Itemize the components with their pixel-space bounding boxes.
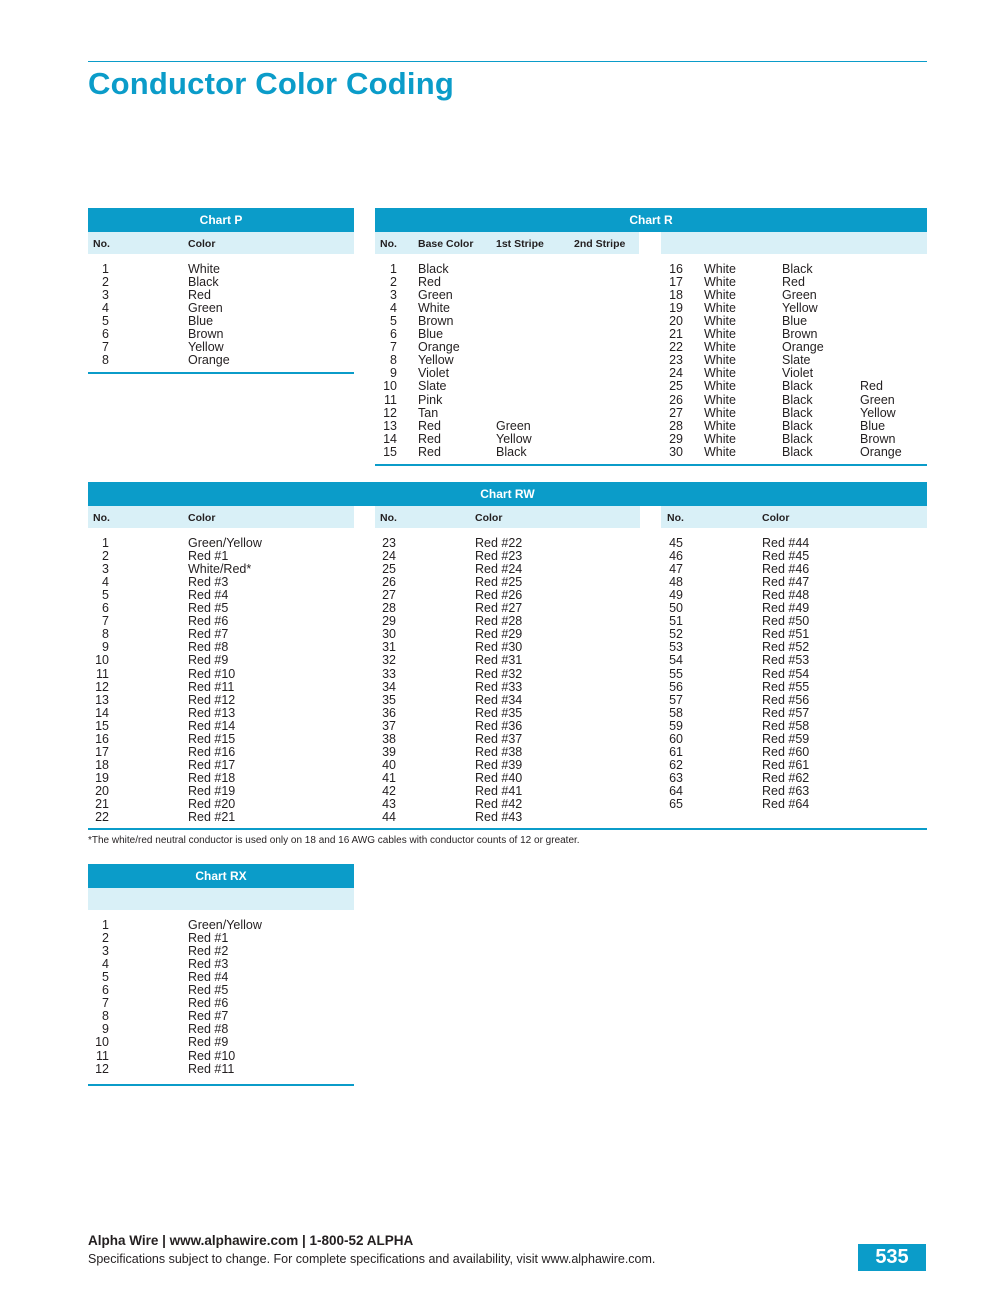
cell-color: White xyxy=(704,275,736,290)
header-1st-stripe: 1st Stripe xyxy=(496,238,544,250)
cell-color: Red #10 xyxy=(188,666,236,681)
cell-color: Red xyxy=(860,379,883,394)
cell-number: 65 xyxy=(669,797,683,811)
cell-color: Red #8 xyxy=(188,640,229,655)
cell-color: Red #27 xyxy=(475,601,523,616)
cell-color: Green xyxy=(860,392,895,407)
cell-color: Orange xyxy=(418,340,460,355)
cell-number: 14 xyxy=(383,431,397,446)
cell-number: 63 xyxy=(669,770,683,785)
cell-color: Red #51 xyxy=(762,627,810,642)
cell-number: 44 xyxy=(382,810,396,825)
cell-number: 61 xyxy=(669,744,683,759)
cell-color: Brown xyxy=(188,327,224,342)
cell-number: 17 xyxy=(669,275,683,290)
cell-number: 31 xyxy=(382,640,396,655)
cell-color: Red #3 xyxy=(188,957,229,972)
cell-number: 6 xyxy=(102,601,109,616)
cell-color: Red #29 xyxy=(475,627,523,642)
cell-color: Red #33 xyxy=(475,679,523,694)
chart-rx-title: Chart RX xyxy=(88,864,354,888)
cell-number: 30 xyxy=(669,444,683,459)
cell-number: 11 xyxy=(384,392,397,407)
cell-color: Red #32 xyxy=(475,666,523,681)
cell-number: 14 xyxy=(95,705,109,720)
cell-color: Blue xyxy=(860,418,886,433)
cell-color: Orange xyxy=(860,444,902,459)
footer-contact: Alpha Wire | www.alphawire.com | 1-800-52 ALPHA xyxy=(88,1233,414,1248)
cell-number: 27 xyxy=(669,405,683,420)
cell-color: Black xyxy=(188,275,219,290)
chart-r-title: Chart R xyxy=(375,208,927,232)
cell-number: 2 xyxy=(102,931,109,946)
cell-number: 5 xyxy=(102,970,109,985)
cell-color: White xyxy=(704,379,736,394)
chart-rw xyxy=(88,482,927,825)
chart-r-header xyxy=(375,232,927,254)
cell-number: 52 xyxy=(669,627,683,642)
header-2nd-stripe: 2nd Stripe xyxy=(574,238,626,250)
cell-number: 13 xyxy=(383,418,397,433)
cell-number: 12 xyxy=(95,1061,109,1076)
cell-color: Red #41 xyxy=(475,783,523,798)
cell-color: Red #63 xyxy=(762,783,810,798)
cell-number: 45 xyxy=(669,536,683,550)
cell-color: Pink xyxy=(418,392,443,407)
cell-number: 3 xyxy=(102,944,109,959)
cell-color: Brown xyxy=(782,327,818,342)
cell-color: Red #34 xyxy=(475,692,523,707)
cell-color: Red #11 xyxy=(188,1061,235,1076)
cell-number: 35 xyxy=(382,692,396,707)
cell-number: 9 xyxy=(102,1022,109,1037)
cell-number: 40 xyxy=(382,757,396,772)
header-color: Color xyxy=(188,238,216,250)
cell-color: Black xyxy=(782,444,813,459)
chart-p-bottom-rule xyxy=(88,372,354,374)
cell-color: Red #53 xyxy=(762,653,810,668)
cell-color: Red #35 xyxy=(475,705,523,720)
cell-number: 39 xyxy=(382,744,396,759)
cell-number: 18 xyxy=(95,757,109,772)
cell-number: 10 xyxy=(95,1035,109,1050)
cell-color: White xyxy=(418,301,450,316)
header-no: No. xyxy=(380,512,397,524)
cell-number: 6 xyxy=(390,327,397,342)
cell-color: Green xyxy=(782,288,817,303)
cell-color: Red #62 xyxy=(762,770,810,785)
cell-number: 25 xyxy=(669,379,683,394)
chart-r xyxy=(375,208,927,459)
cell-color: Slate xyxy=(418,379,447,394)
cell-number: 32 xyxy=(382,653,396,668)
cell-color: Red #40 xyxy=(475,770,523,785)
cell-number: 2 xyxy=(390,275,397,290)
cell-color: Red #50 xyxy=(762,614,810,629)
cell-number: 21 xyxy=(95,797,109,811)
cell-number: 13 xyxy=(95,692,109,707)
cell-color: Red #4 xyxy=(188,588,229,603)
cell-color: Red #10 xyxy=(188,1048,236,1063)
cell-color: Red #38 xyxy=(475,744,523,759)
cell-number: 24 xyxy=(382,549,396,564)
cell-number: 3 xyxy=(102,288,109,303)
header-gap xyxy=(354,506,375,528)
cell-color: White xyxy=(704,392,736,407)
cell-number: 5 xyxy=(102,588,109,603)
cell-color: Red #15 xyxy=(188,731,236,746)
cell-color: Red #17 xyxy=(188,757,236,772)
cell-number: 26 xyxy=(382,575,396,590)
cell-color: Brown xyxy=(860,431,896,446)
cell-color: Red #19 xyxy=(188,783,236,798)
cell-color: Red #64 xyxy=(762,797,810,811)
cell-number: 3 xyxy=(390,288,397,303)
cell-color: Yellow xyxy=(418,353,454,368)
cell-color: Red #56 xyxy=(762,692,810,707)
cell-number: 60 xyxy=(669,731,683,746)
cell-color: Red #59 xyxy=(762,731,810,746)
cell-number: 25 xyxy=(382,562,396,577)
cell-color: Red #46 xyxy=(762,562,810,577)
cell-number: 26 xyxy=(669,392,683,407)
cell-color: Red #55 xyxy=(762,679,810,694)
header-color: Color xyxy=(762,512,790,524)
cell-color: Red #13 xyxy=(188,705,236,720)
footer-disclaimer: Specifications subject to change. For complete specifications and availability, visit www.alphawire.com. xyxy=(88,1252,656,1266)
cell-number: 1 xyxy=(102,918,109,932)
cell-color: White xyxy=(704,327,736,342)
cell-color: Red #61 xyxy=(762,757,810,772)
cell-number: 4 xyxy=(102,301,109,316)
cell-number: 46 xyxy=(669,549,683,564)
cell-color: Red #43 xyxy=(475,810,523,825)
cell-color: Green/Yellow xyxy=(188,918,262,932)
cell-color: White xyxy=(704,340,736,355)
cell-color: Red #24 xyxy=(475,562,523,577)
cell-color: Red #31 xyxy=(475,653,523,668)
cell-color: Red #6 xyxy=(188,996,229,1011)
cell-number: 8 xyxy=(102,1009,109,1024)
cell-number: 11 xyxy=(96,666,109,681)
cell-color: Red #47 xyxy=(762,575,810,590)
chart-rx xyxy=(88,864,354,1076)
cell-number: 22 xyxy=(669,340,683,355)
cell-color: Red #4 xyxy=(188,970,229,985)
cell-number: 4 xyxy=(102,575,109,590)
cell-color: Red #28 xyxy=(475,614,523,629)
cell-color: Red #52 xyxy=(762,640,810,655)
cell-number: 12 xyxy=(383,405,397,420)
cell-color: Red #21 xyxy=(188,810,236,825)
cell-color: Black xyxy=(782,379,813,394)
cell-number: 7 xyxy=(102,614,109,629)
cell-color: Black xyxy=(782,418,813,433)
cell-number: 41 xyxy=(382,770,396,785)
page-title: Conductor Color Coding xyxy=(88,66,455,101)
cell-color: Blue xyxy=(418,327,444,342)
cell-color: Red #1 xyxy=(188,931,229,946)
cell-number: 20 xyxy=(669,314,683,329)
cell-color: Red #16 xyxy=(188,744,236,759)
cell-color: Red xyxy=(418,431,441,446)
cell-color: White xyxy=(704,301,736,316)
cell-color: Red #39 xyxy=(475,757,523,772)
cell-color: Orange xyxy=(188,353,230,368)
cell-color: Black xyxy=(782,431,813,446)
cell-color: Red #49 xyxy=(762,601,810,616)
chart-p xyxy=(88,208,354,368)
cell-color: White xyxy=(704,444,736,459)
cell-color: Red #25 xyxy=(475,575,523,590)
cell-number: 58 xyxy=(669,705,683,720)
cell-number: 29 xyxy=(382,614,396,629)
cell-number: 42 xyxy=(382,783,396,798)
cell-number: 1 xyxy=(102,262,109,276)
cell-color: Red #60 xyxy=(762,744,810,759)
chart-p-header xyxy=(88,232,354,254)
cell-number: 1 xyxy=(390,262,397,276)
cell-number: 57 xyxy=(669,692,683,707)
cell-number: 6 xyxy=(102,983,109,998)
cell-number: 56 xyxy=(669,679,683,694)
cell-color: White xyxy=(704,314,736,329)
cell-color: Yellow xyxy=(782,301,818,316)
cell-number: 10 xyxy=(383,379,397,394)
cell-color: Red #26 xyxy=(475,588,523,603)
cell-color: Red #37 xyxy=(475,731,523,746)
cell-color: Yellow xyxy=(188,340,224,355)
cell-number: 47 xyxy=(669,562,683,577)
cell-color: White xyxy=(704,353,736,368)
cell-color: Red #20 xyxy=(188,797,236,811)
cell-color: Red #58 xyxy=(762,718,810,733)
cell-color: White xyxy=(704,418,736,433)
cell-color: White xyxy=(188,262,220,276)
cell-color: Red #45 xyxy=(762,549,810,564)
cell-color: Blue xyxy=(188,314,214,329)
cell-number: 53 xyxy=(669,640,683,655)
cell-color: Violet xyxy=(782,366,814,381)
chart-rx-bottom-rule xyxy=(88,1084,354,1086)
cell-color: Red #57 xyxy=(762,705,810,720)
chart-rw-title: Chart RW xyxy=(88,482,927,506)
cell-number: 4 xyxy=(390,301,397,316)
cell-number: 54 xyxy=(669,653,683,668)
footnote: *The white/red neutral conductor is used only on 18 and 16 AWG cables with conductor counts of 12 or greater. xyxy=(88,835,580,846)
chart-r-bottom-rule xyxy=(375,464,927,466)
cell-color: Red #36 xyxy=(475,718,523,733)
cell-number: 2 xyxy=(102,549,109,564)
cell-number: 36 xyxy=(382,705,396,720)
cell-color: Red #18 xyxy=(188,770,236,785)
cell-color: Black xyxy=(418,262,449,276)
cell-color: Brown xyxy=(418,314,454,329)
cell-color: Red xyxy=(418,418,441,433)
cell-color: Red #8 xyxy=(188,1022,229,1037)
cell-number: 51 xyxy=(669,614,683,629)
cell-number: 16 xyxy=(95,731,109,746)
cell-number: 7 xyxy=(102,340,109,355)
cell-number: 2 xyxy=(102,275,109,290)
page-number: 535 xyxy=(858,1244,926,1271)
cell-color: Red #42 xyxy=(475,797,523,811)
cell-color: Red xyxy=(782,275,805,290)
cell-number: 9 xyxy=(390,366,397,381)
cell-color: Red #2 xyxy=(188,944,229,959)
cell-number: 59 xyxy=(669,718,683,733)
cell-color: White xyxy=(704,405,736,420)
header-gap xyxy=(639,232,661,254)
cell-color: Red #7 xyxy=(188,627,229,642)
cell-color: Red #54 xyxy=(762,666,810,681)
cell-number: 33 xyxy=(382,666,396,681)
cell-number: 21 xyxy=(669,327,683,342)
cell-number: 11 xyxy=(96,1048,109,1063)
cell-number: 48 xyxy=(669,575,683,590)
cell-number: 15 xyxy=(383,444,397,459)
cell-color: Red #5 xyxy=(188,601,229,616)
cell-color: Red xyxy=(418,275,441,290)
chart-rw-bottom-rule xyxy=(88,828,927,830)
cell-color: Red #7 xyxy=(188,1009,229,1024)
header-no: No. xyxy=(93,238,110,250)
cell-color: Red xyxy=(188,288,211,303)
chart-p-title: Chart P xyxy=(88,208,354,232)
chart-rx-header xyxy=(88,888,354,910)
cell-color: Yellow xyxy=(860,405,896,420)
cell-number: 8 xyxy=(102,353,109,368)
cell-color: White xyxy=(704,431,736,446)
cell-color: Green/Yellow xyxy=(188,536,262,550)
cell-number: 17 xyxy=(95,744,109,759)
cell-number: 8 xyxy=(102,627,109,642)
top-rule xyxy=(88,61,927,62)
cell-color: Red #5 xyxy=(188,983,229,998)
header-no: No. xyxy=(380,238,397,250)
cell-number: 27 xyxy=(382,588,396,603)
cell-number: 15 xyxy=(95,718,109,733)
cell-number: 5 xyxy=(102,314,109,329)
cell-color: Black xyxy=(496,444,527,459)
cell-number: 19 xyxy=(669,301,683,316)
cell-number: 6 xyxy=(102,327,109,342)
chart-rw-header xyxy=(88,506,927,528)
cell-number: 1 xyxy=(102,536,109,550)
cell-number: 8 xyxy=(390,353,397,368)
cell-color: White xyxy=(704,366,736,381)
header-color: Color xyxy=(475,512,503,524)
cell-color: Red #6 xyxy=(188,614,229,629)
cell-number: 22 xyxy=(95,810,109,825)
cell-color: Red #23 xyxy=(475,549,523,564)
header-base-color: Base Color xyxy=(418,238,474,250)
cell-color: Slate xyxy=(782,353,811,368)
cell-color: Red #22 xyxy=(475,536,523,550)
cell-color: Red #14 xyxy=(188,718,236,733)
cell-color: Red #44 xyxy=(762,536,810,550)
cell-color: Orange xyxy=(782,340,824,355)
cell-number: 29 xyxy=(669,431,683,446)
cell-number: 23 xyxy=(669,353,683,368)
cell-color: White/Red* xyxy=(188,562,252,577)
cell-number: 3 xyxy=(102,562,109,577)
header-gap xyxy=(640,506,661,528)
cell-color: Violet xyxy=(418,366,450,381)
cell-number: 16 xyxy=(669,262,683,276)
cell-number: 37 xyxy=(382,718,396,733)
cell-color: Red #30 xyxy=(475,640,523,655)
cell-number: 12 xyxy=(95,679,109,694)
cell-number: 5 xyxy=(390,314,397,329)
cell-number: 7 xyxy=(102,996,109,1011)
cell-number: 4 xyxy=(102,957,109,972)
cell-color: White xyxy=(704,288,736,303)
cell-number: 50 xyxy=(669,601,683,616)
cell-color: Red #9 xyxy=(188,1035,229,1050)
cell-number: 23 xyxy=(382,536,396,550)
cell-color: Black xyxy=(782,392,813,407)
cell-number: 28 xyxy=(669,418,683,433)
cell-number: 34 xyxy=(382,679,396,694)
cell-color: Green xyxy=(496,418,531,433)
cell-number: 38 xyxy=(382,731,396,746)
cell-color: Red xyxy=(418,444,441,459)
cell-color: Red #3 xyxy=(188,575,229,590)
cell-color: Green xyxy=(188,301,223,316)
cell-color: Red #11 xyxy=(188,679,235,694)
cell-number: 64 xyxy=(669,783,683,798)
cell-color: Blue xyxy=(782,314,808,329)
cell-color: White xyxy=(704,262,736,276)
cell-number: 62 xyxy=(669,757,683,772)
cell-number: 55 xyxy=(669,666,683,681)
cell-color: Black xyxy=(782,262,813,276)
header-no: No. xyxy=(93,512,110,524)
cell-color: Tan xyxy=(418,405,439,420)
header-color: Color xyxy=(188,512,216,524)
cell-number: 7 xyxy=(390,340,397,355)
cell-number: 10 xyxy=(95,653,109,668)
cell-number: 18 xyxy=(669,288,683,303)
cell-number: 24 xyxy=(669,366,683,381)
cell-color: Red #9 xyxy=(188,653,229,668)
header-no: No. xyxy=(667,512,684,524)
cell-number: 28 xyxy=(382,601,396,616)
cell-number: 20 xyxy=(95,783,109,798)
cell-color: Green xyxy=(418,288,453,303)
cell-color: Black xyxy=(782,405,813,420)
cell-number: 43 xyxy=(382,797,396,811)
cell-number: 19 xyxy=(95,770,109,785)
cell-number: 30 xyxy=(382,627,396,642)
cell-color: Red #1 xyxy=(188,549,229,564)
cell-color: Red #48 xyxy=(762,588,810,603)
cell-color: Yellow xyxy=(496,431,532,446)
cell-number: 9 xyxy=(102,640,109,655)
cell-number: 49 xyxy=(669,588,683,603)
cell-color: Red #12 xyxy=(188,692,236,707)
